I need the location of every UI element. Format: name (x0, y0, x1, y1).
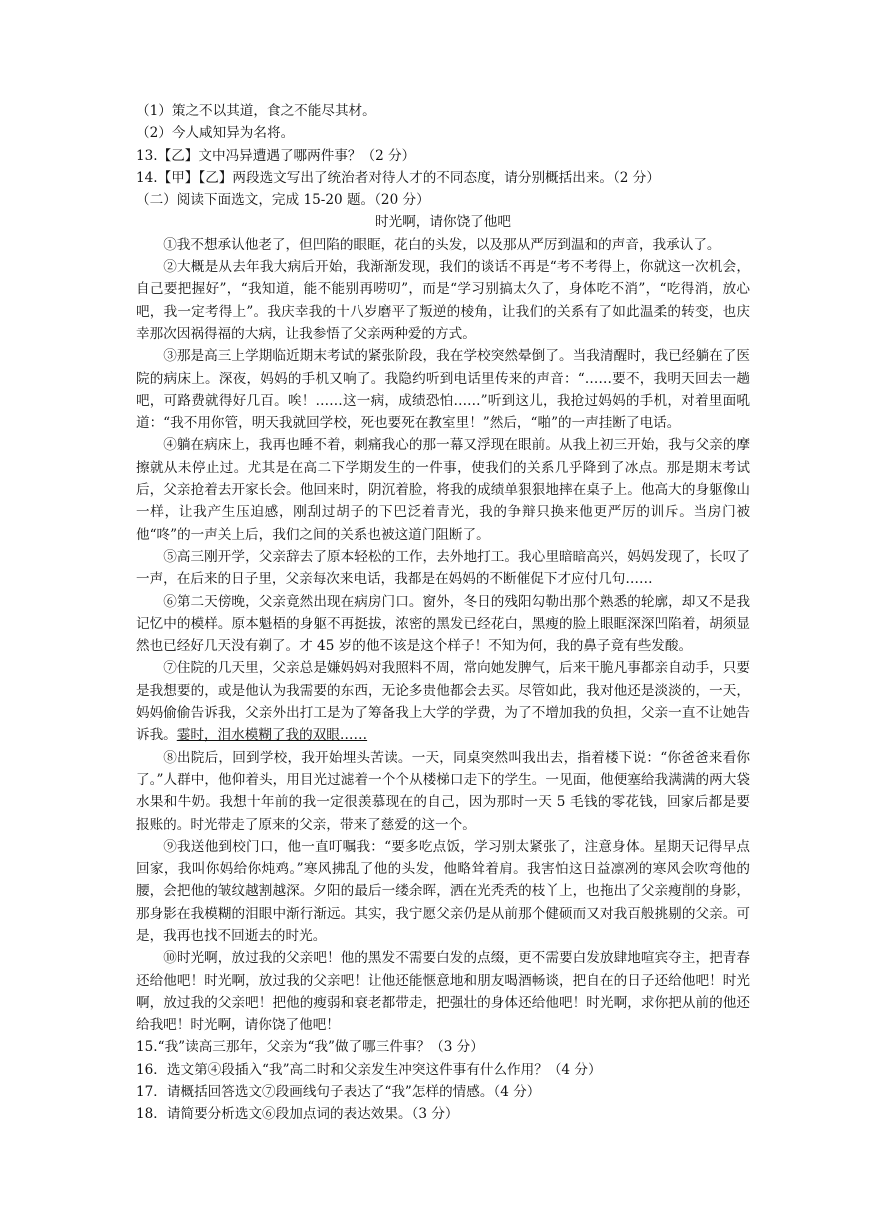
paragraph-2: ②大概是从去年我大病后开始，我渐渐发现，我们的谈话不再是“考不考得上，你就这一次机会，自己要把握好”，“我知道，能不能别再唠叨”，而是“学习别搞太久了，身体吃不消”，“吃得消，放心吧，我一定考得上”。我庆幸我的十八岁磨平了叛逆的棱角，让我们的关系有了如此温柔的转变，也庆幸那次因祸得福的大病，让我参悟了父亲两种爱的方式。 (136, 259, 750, 342)
question-18: 18．请简要分析选文⑥段加点词的表达效果。（3 分） (136, 1106, 459, 1123)
question-14: 14.【甲】【乙】两段选文写出了统治者对待人才的不同态度，请分别概括出来。（2 分） (136, 169, 660, 186)
item-1: （1）策之不以其道，食之不能尽其材。 (136, 103, 376, 119)
question-15: 15.“我”读高三那年，父亲为“我”做了哪三件事？（3 分） (136, 1039, 484, 1056)
paragraph-5: ⑤高三刚开学，父亲辞去了原本轻松的工作，去外地打工。我心里暗暗高兴，妈妈发现了，长叹了一声，在后来的日子里，父亲每次来电话，我都是在妈妈的不断催促下才应付几句…… (136, 548, 750, 588)
paragraph-1: ①我不想承认他老了，但凹陷的眼眶，花白的头发，以及那从严厉到温和的声音，我承认了。 (163, 236, 721, 253)
paragraph-3: ③那是高三上学期临近期末考试的紧张阶段，我在学校突然晕倒了。当我清醒时，我已经躺在了医院的病床上。深夜，妈妈的手机又响了。我隐约听到电话里传来的声音：“……要不，我明天回去一趟吧，可路费就得好几百。唉！……这一病，成绩恐怕……”听到这儿，我抢过妈妈的手机，对着里面吼道：“我不用你管，明天我就回学校，死也要死在教室里！”然后，“啪”的一声挂断了电话。 (136, 348, 750, 432)
question-13: 13.【乙】文中冯异遭遇了哪两件事？（2 分） (136, 147, 416, 164)
paragraph-6: ⑥第二天傍晚，父亲竟然出现在病房门口。窗外，冬日的残阳勾勒出那个熟悉的轮廓，却又不是我记忆中的模样。原本魁梧的身躯不再挺拔，浓密的黑发已经花白，黑瘦的脸上眼眶深深凹陷着，胡须显然也已经好几天没有剃了。才 45 岁的他不该是这个样子！不知为何，我的鼻子竟有些发酸。 (136, 593, 750, 655)
exam-page (136, 100, 750, 1126)
section-2-heading: （二）阅读下面选文，完成 15-20 题。（20 分） (136, 192, 430, 209)
paragraph-9: ⑨我送他到校门口，他一直叮嘱我：“要多吃点饭，学习别太紧张了，注意身体。星期天记得早点回家，我叫你妈给你炖鸡。”寒风拂乱了他的头发，他略耸着肩。我害怕这日益凛冽的寒风会吹弯他的腰，会把他的皱纹越割越深。夕阳的最后一缕余晖，洒在光秃秃的枝丫上，也拖出了父亲瘦削的身影，那身影在我模糊的泪眼中渐行渐远。其实，我宁愿父亲仍是从前那个健硕而又对我百般挑剔的父亲。可是，我再也找不回逝去的时光。 (136, 838, 750, 944)
paragraph-7-text: ⑦住院的几天里，父亲总是嫌妈妈对我照料不周，常向她发脾气，后来干脆凡事都亲自动手，只要是我想要的，或是他认为我需要的东西，无论多贵他都会去买。尽管如此，我对他还是淡淡的，一天，妈妈偷偷告诉我，父亲外出打工是为了筹备我上大学的学费，为了不增加我的负担，父亲一直不让她告诉我。 (136, 660, 750, 744)
article-title: 时光啊，请你饶了他吧 (375, 214, 511, 231)
item-2: （2）今人咸知异为名将。 (136, 125, 295, 142)
paragraph-7 (136, 657, 750, 746)
paragraph-4: ④躺在病床上，我再也睡不着，刺痛我心的那一幕又浮现在眼前。从我上初三开始，我与父亲的摩擦就从未停止过。尤其是在高二下学期发生的一件事，使我们的关系几乎降到了冰点。那是期末考试后，父亲抢着去开家长会。他回来时，阴沉着脸，将我的成绩单狠狠地摔在桌子上。他高大的身躯像山一样，让我产生压迫感，刚刮过胡子的下巴泛着青光，我的争辩只换来他更严厉的训斥。当房门被他“咚”的一声关上后，我们之间的关系也被这道门阻断了。 (136, 437, 750, 543)
question-17: 17．请概括回答选文⑦段画线句子表达了“我”怎样的情感。（4 分） (136, 1084, 541, 1101)
underlined-sentence: 霎时，泪水模糊了我的双眼…… (176, 727, 368, 744)
paragraph-8: ⑧出院后，回到学校，我开始埋头苦读。一天，同桌突然叫我出去，指着楼下说：“你爸爸来看你了。”人群中，他仰着头，用目光过滤着一个个从楼梯口走下的学生。一见面，他便塞给我满满的两大袋水果和牛奶。我想十年前的我一定很羡慕现在的自己，因为那时一天 5 毛钱的零花钱，回家后都是要报账的。时光带走了原来的父亲，带来了慈爱的这一个。 (136, 749, 750, 833)
paragraph-10: ⑩时光啊，放过我的父亲吧！他的黑发不需要白发的点缀，更不需要白发放肆地喧宾夺主，把青春还给他吧！时光啊，放过我的父亲吧！让他还能惬意地和朋友喝酒畅谈，把自在的日子还给他吧！时光啊，放过我的父亲吧！把他的瘦弱和衰老都带走，把强壮的身体还给他吧！时光啊，求你把从前的他还给我吧！时光啊，请你饶了他吧！ (136, 950, 750, 1034)
question-16: 16．选文第④段插入“我”高二时和父亲发生冲突这件事有什么作用？（4 分） (136, 1061, 602, 1078)
